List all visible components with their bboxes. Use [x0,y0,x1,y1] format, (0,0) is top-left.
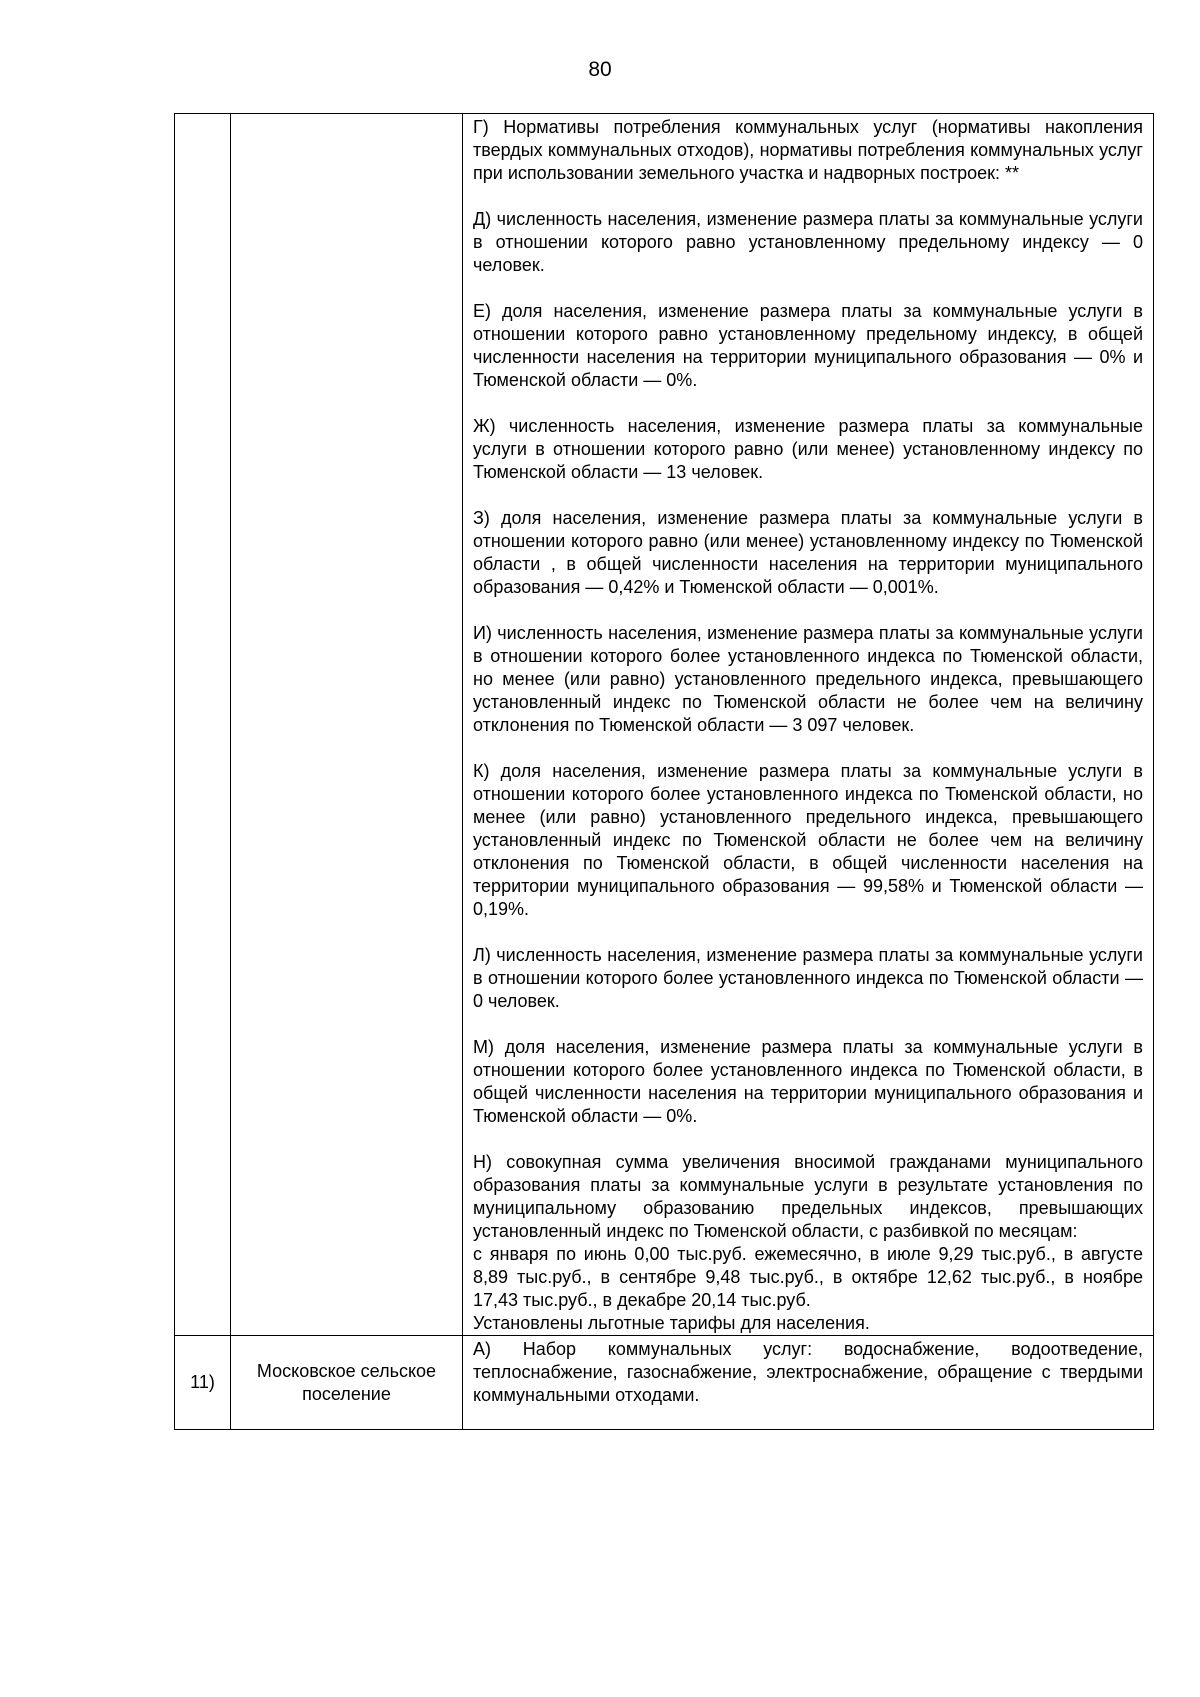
page-number: 80 [588,58,612,81]
row-text-cell [463,114,1154,1336]
row-text-cell [463,1336,1154,1430]
table-row-11 [175,1336,1154,1430]
paragraph-n: Н) совокупная сумма увеличения вносимой гражданами муниципального образования платы за коммунальные услуги в результате установления по муниципальному образованию предельных индексов, превышающих установленный индекс по Тюменской области, с разбивкой по месяцам: [473,1152,1143,1241]
row-name-cell-empty [231,114,463,1336]
municipality-table [174,113,1154,1430]
paragraph-z: З) доля населения, изменение размера платы за коммунальные услуги в отношении которого равно (или менее) установленному индексу по Тюменской области , в общей численности населения на территории муниципального образования — 0,42% и Тюменской области — 0,001%. [473,508,1143,597]
paragraph-k: К) доля населения, изменение размера платы за коммунальные услуги в отношении которого более установленного индекса по Тюменской области, но менее (или равно) установленного предельного индекса, превышающего установленный индекс по Тюменской области не более чем на величину отклонения по Тюменской области, в общей численности населения на территории муниципального образования — 99,58% и Тюменской области — 0,19%. [473,761,1143,919]
paragraph-l: Л) численность населения, изменение размера платы за коммунальные услуги в отношении которого более установленного индекса по Тюменской области — 0 человек. [473,945,1143,1011]
paragraph-m: М) доля населения, изменение размера платы за коммунальные услуги в отношении которого более установленного индекса по Тюменской области, в общей численности населения на территории муниципального образования и Тюменской области — 0%. [473,1037,1143,1126]
paragraph-e: Е) доля населения, изменение размера платы за коммунальные услуги в отношении которого равно установленному предельному индексу, в общей численности населения на территории муниципального образования — 0% и Тюменской области — 0%. [473,301,1143,390]
municipality-name: Московское сельское поселение [231,1336,463,1430]
table-row-continuation [175,114,1154,1336]
row-number-cell-empty [175,114,231,1336]
row-number: 11) [175,1336,231,1430]
monthly-breakdown: с января по июнь 0,00 тыс.руб. ежемесячно, в июле 9,29 тыс.руб., в августе 8,89 тыс.руб., в сентябре 9,48 тыс.руб., в октябре 12,62 тыс.руб., в ноябре 17,43 тыс.руб., в декабре 20,14 тыс.руб. [473,1244,1143,1310]
paragraph-a: А) Набор коммунальных услуг: водоснабжение, водоотведение, теплоснабжение, газоснабжение, электроснабжение, обращение с твердыми коммунальными отходами. [473,1339,1143,1405]
preferential-tariffs-note: Установлены льготные тарифы для населения. [473,1313,870,1333]
paragraph-i: И) численность населения, изменение размера платы за коммунальные услуги в отношении которого более установленного индекса по Тюменской области, но менее (или равно) установленного предельного индекса, превышающего установленный индекс по Тюменской области не более чем на величину отклонения по Тюменской области — 3 097 человек. [473,623,1143,735]
paragraph-zh: Ж) численность населения, изменение размера платы за коммунальные услуги в отношении которого равно (или менее) установленному индексу по Тюменской области — 13 человек. [473,416,1143,482]
paragraph-d: Д) численность населения, изменение размера платы за коммунальные услуги в отношении которого равно установленному предельному индексу — 0 человек. [473,209,1143,275]
paragraph-g: Г) Нормативы потребления коммунальных услуг (нормативы накопления твердых коммунальных отходов), нормативы потребления коммунальных услуг при использовании земельного участка и надворных построек: ** [473,117,1143,183]
